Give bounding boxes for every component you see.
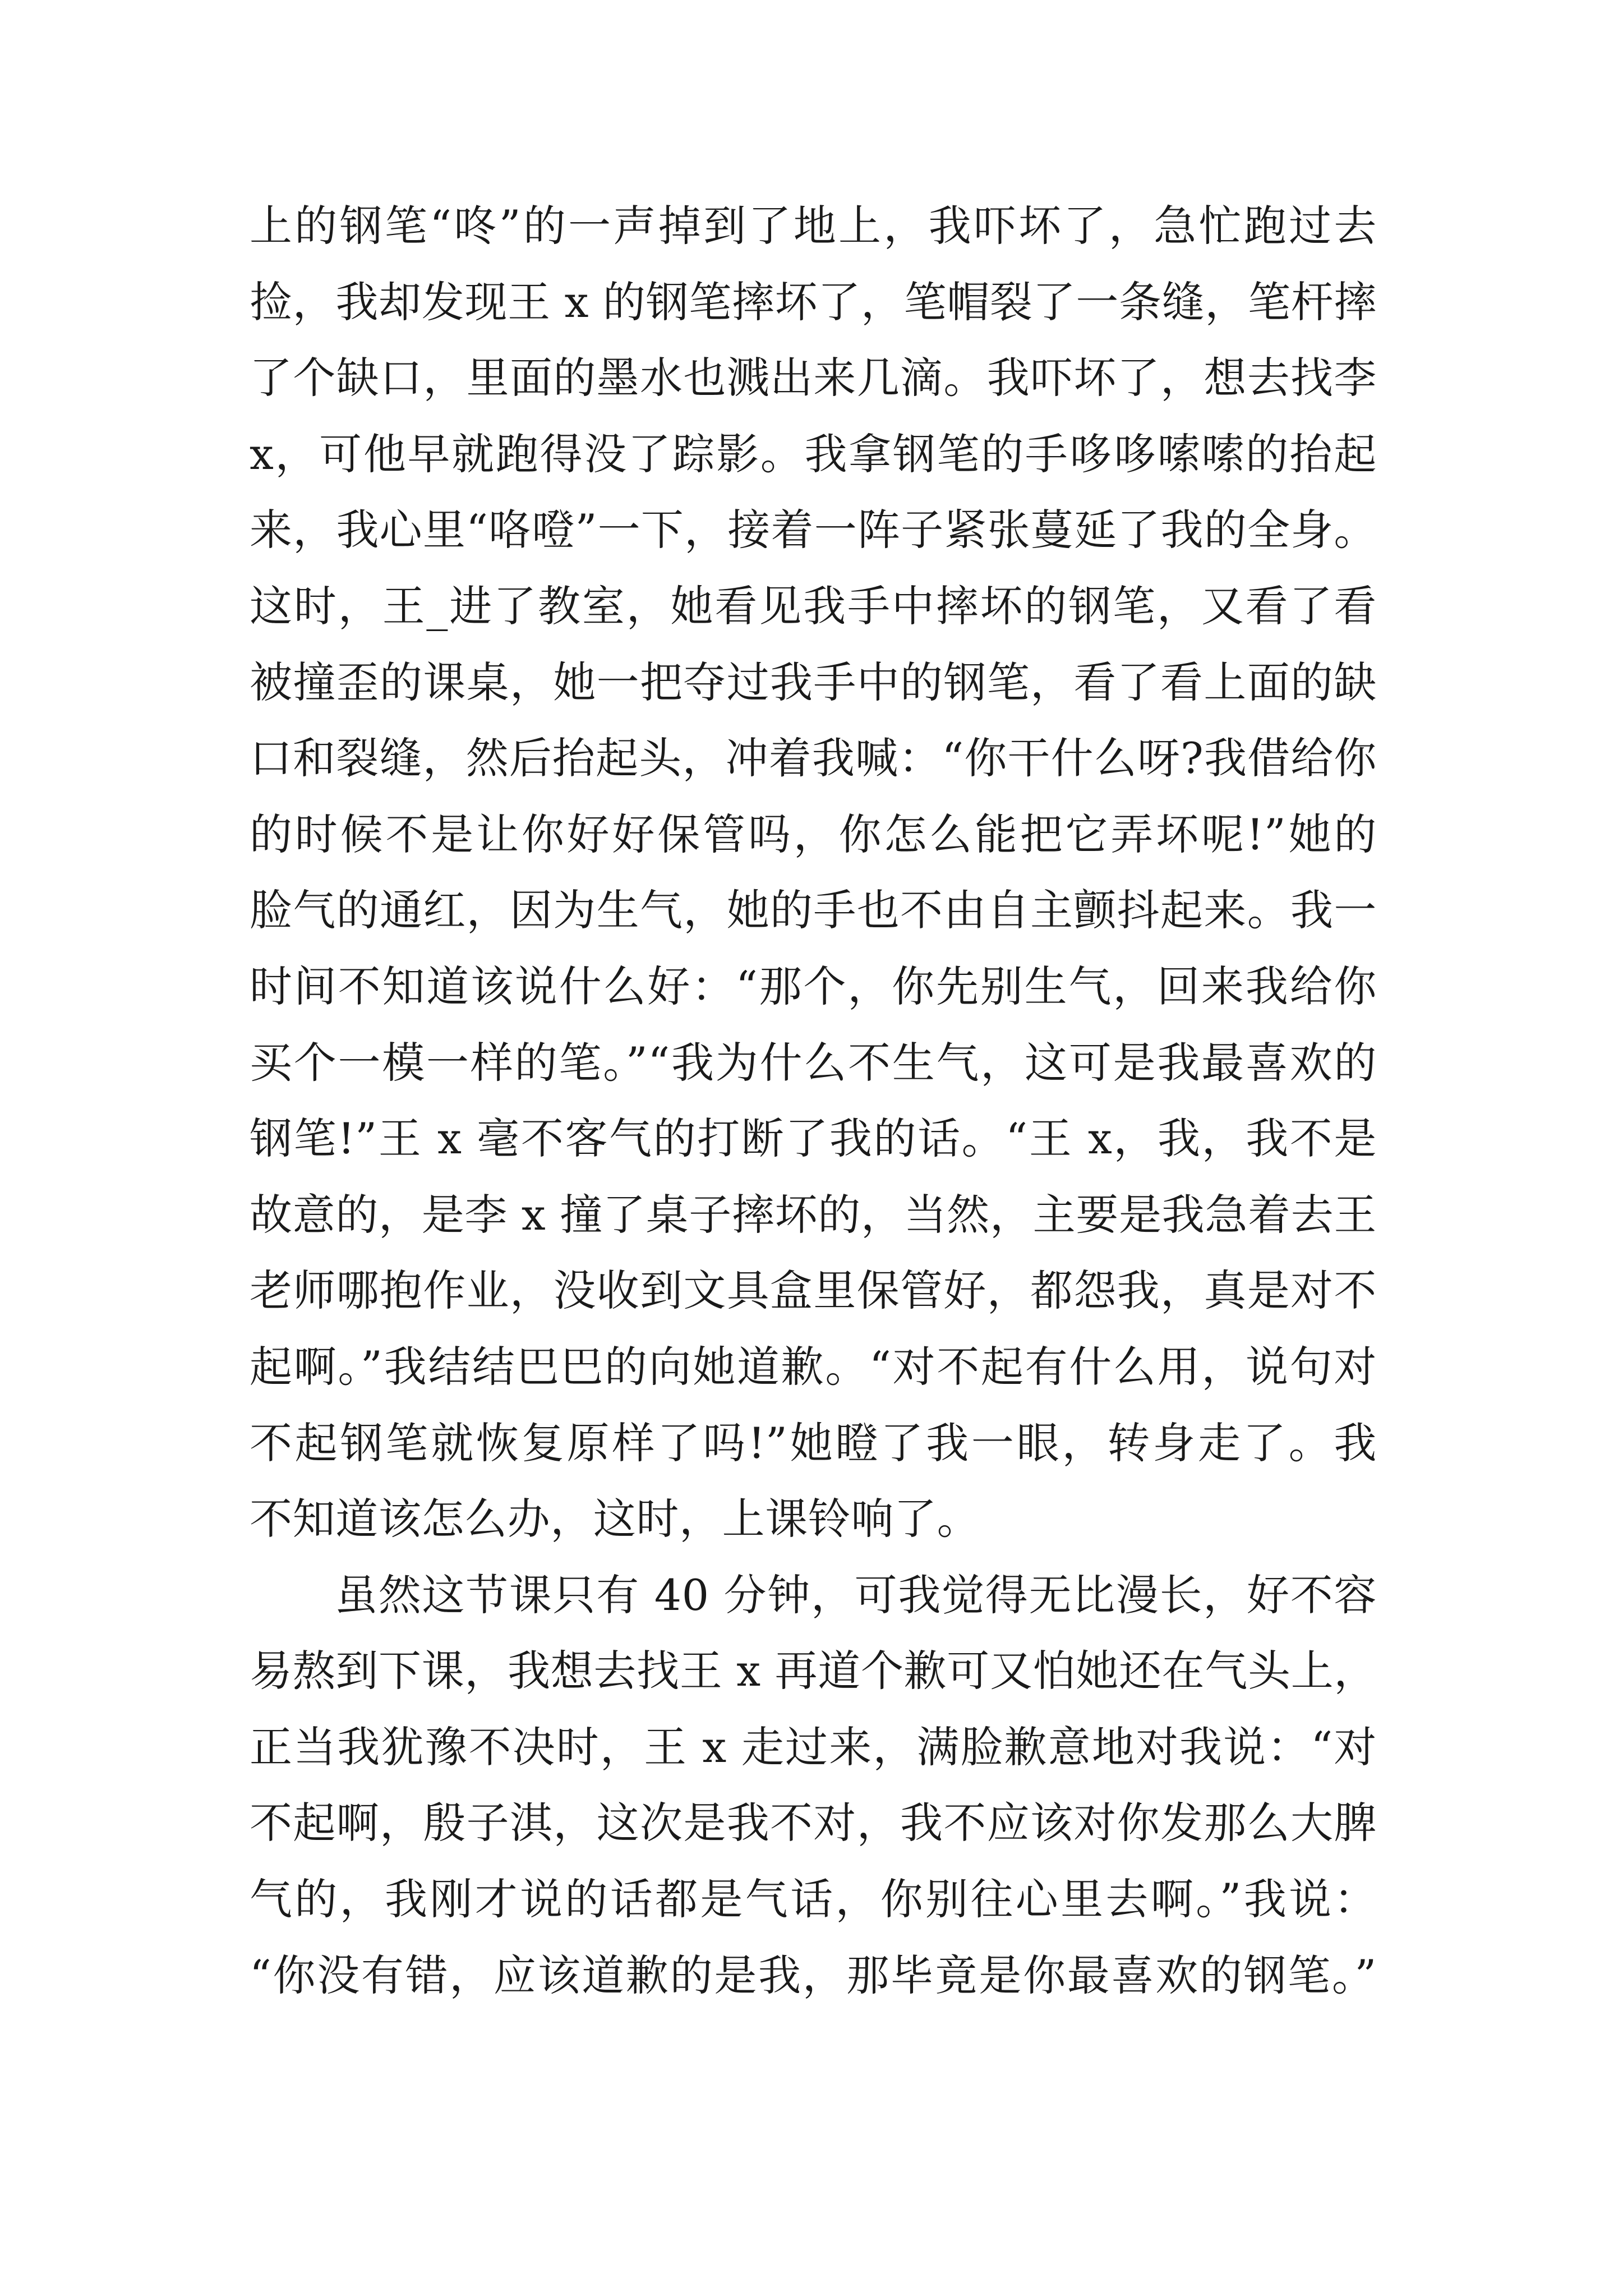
text-line: 时间不知道该说什么好：“那个，你先别生气，回来我给你 xyxy=(250,961,1377,1011)
text-line: 正当我犹豫不决时，王 x 走过来，满脸歉意地对我说：“对 xyxy=(250,1722,1377,1772)
text-line: 不起钢笔就恢复原样了吗!”她瞪了我一眼，转身走了。我 xyxy=(250,1418,1377,1468)
paragraph-1 xyxy=(250,188,1377,1557)
paragraph-2 xyxy=(250,1557,1377,2014)
text-line: 钢笔!”王 x 毫不客气的打断了我的话。“王 x，我，我不是 xyxy=(250,1114,1377,1164)
text-line: 易熬到下课，我想去找王 x 再道个歉可又怕她还在气头上， xyxy=(250,1646,1377,1696)
text-line: 买个一模一样的笔。”“我为什么不生气，这可是我最喜欢的 xyxy=(250,1037,1377,1088)
text-line: 捡，我却发现王 x 的钢笔摔坏了，笔帽裂了一条缝，笔杆摔 xyxy=(250,277,1377,327)
text-line: 故意的，是李 x 撞了桌子摔坏的，当然，主要是我急着去王 xyxy=(250,1189,1377,1240)
text-line: 上的钢笔“咚”的一声掉到了地上，我吓坏了，急忙跑过去 xyxy=(250,201,1377,251)
text-line: “你没有错，应该道歉的是我，那毕竟是你最喜欢的钢笔。” xyxy=(250,1950,1377,2000)
text-line: 不起啊，殷子淇，这次是我不对，我不应该对你发那么大脾 xyxy=(250,1798,1377,1848)
text-line: 这时，王_进了教室，她看见我手中摔坏的钢笔，又看了看 xyxy=(250,581,1377,631)
text-line: x，可他早就跑得没了踪影。我拿钢笔的手哆哆嗦嗦的抬起 xyxy=(250,429,1377,479)
text-line: 不知道该怎么办，这时，上课铃响了。 xyxy=(250,1494,980,1544)
text-line: 的时候不是让你好好保管吗，你怎么能把它弄坏呢!”她的 xyxy=(250,809,1377,859)
text-line: 起啊。”我结结巴巴的向她道歉。“对不起有什么用，说句对 xyxy=(250,1341,1377,1392)
text-line: 气的，我刚才说的话都是气话，你别往心里去啊。”我说： xyxy=(250,1874,1377,1925)
text-line: 脸气的通红，因为生气，她的手也不由自主颤抖起来。我一 xyxy=(250,885,1377,936)
text-line: 来，我心里“咯噔”一下，接着一阵子紧张蔓延了我的全身。 xyxy=(250,505,1377,555)
body-text xyxy=(250,188,1377,2013)
text-line: 了个缺口，里面的墨水也溅出来几滴。我吓坏了，想去找李 xyxy=(250,353,1377,403)
text-line: 被撞歪的课桌，她一把夺过我手中的钢笔，看了看上面的缺 xyxy=(250,657,1377,707)
text-line: 口和裂缝，然后抬起头，冲着我喊：“你干什么呀?我借给你 xyxy=(250,733,1377,784)
text-line: 虽然这节课只有 40 分钟，可我觉得无比漫长，好不容 xyxy=(335,1570,1377,1620)
text-line: 老师哪抱作业，没收到文具盒里保管好，都怨我，真是对不 xyxy=(250,1266,1377,1316)
